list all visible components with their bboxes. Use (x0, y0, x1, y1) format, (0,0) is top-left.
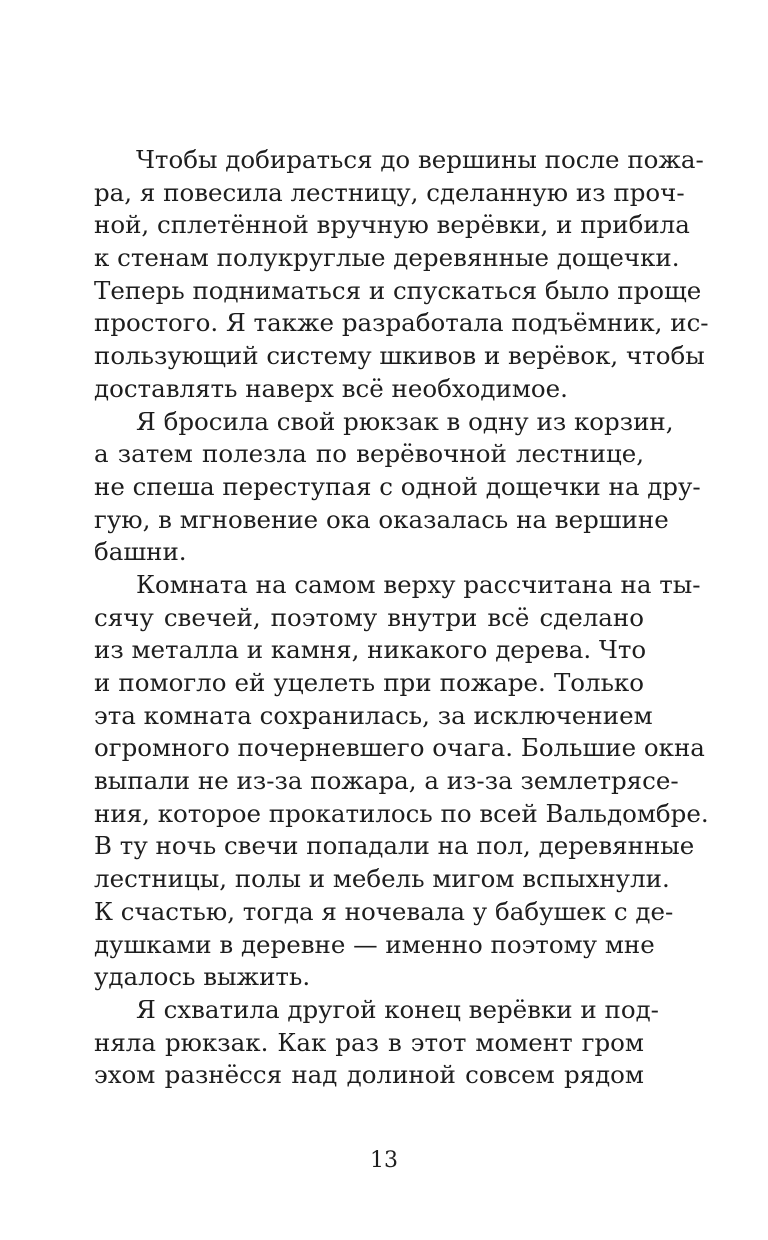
text-line: не спеша переступая с одной дощечки на дру- (94, 471, 701, 501)
text-line: выпали не из-за пожара, а из-за землетрясе- (94, 766, 679, 796)
text-line: Я схватила другой конец верёвки и под- (136, 994, 659, 1024)
text-line: няла рюкзак. Как раз в этот момент гром (94, 1027, 644, 1057)
text-line: В ту ночь свечи попадали на пол, деревянные (94, 831, 695, 861)
text-line: из металла и камня, никакого дерева. Что (94, 635, 647, 665)
text-line: душками в деревне — именно поэтому мне (94, 929, 655, 959)
text-line: к стенам полукруглые деревянные дощечки. (94, 243, 680, 273)
text-line: ния, которое прокатилось по всей Вальдомбре. (94, 798, 709, 828)
text-line: К счастью, тогда я ночевала у бабушек с де- (94, 896, 674, 926)
text-line: и помогло ей уцелеть при пожаре. Только (94, 668, 644, 697)
page-number: 13 (370, 1148, 398, 1173)
text-line: эта комната сохранилась, за исключением (94, 700, 653, 730)
text-line: удалось выжить. (94, 962, 311, 992)
text-line: ра, я повесила лестницу, сделанную из проч- (94, 177, 685, 207)
text-line: Теперь подниматься и спускаться было проще (94, 275, 702, 305)
text-line: доставлять наверх всё необходимое. (94, 373, 568, 403)
text-line: простого. Я также разработала подъёмник, ис- (94, 308, 709, 338)
text-line: сячу свечей, поэтому внутри всё сделано (94, 602, 644, 632)
text-line: ной, сплетённой вручную верёвки, и прибила (94, 210, 690, 240)
text-line: гую, в мгновение ока оказалась на вершине (94, 504, 669, 534)
text-line: а затем полезла по верёвочной лестнице, (94, 439, 644, 469)
text-line: лестницы, полы и мебель мигом вспыхнули. (94, 864, 670, 894)
body-text (94, 144, 709, 1092)
text-line: Комната на самом верху рассчитана на ты- (136, 569, 701, 599)
text-line: пользующий систему шкивов и верёвок, чтобы (94, 341, 705, 371)
text-line: эхом разнёсся над долиной совсем рядом (94, 1060, 644, 1090)
text-line: огромного почерневшего очага. Большие окна (94, 733, 705, 763)
text-line: Я бросила свой рюкзак в одну из корзин, (136, 406, 674, 436)
text-line: Чтобы добираться до вершины после пожа- (136, 145, 704, 174)
text-line: башни. (94, 537, 187, 567)
